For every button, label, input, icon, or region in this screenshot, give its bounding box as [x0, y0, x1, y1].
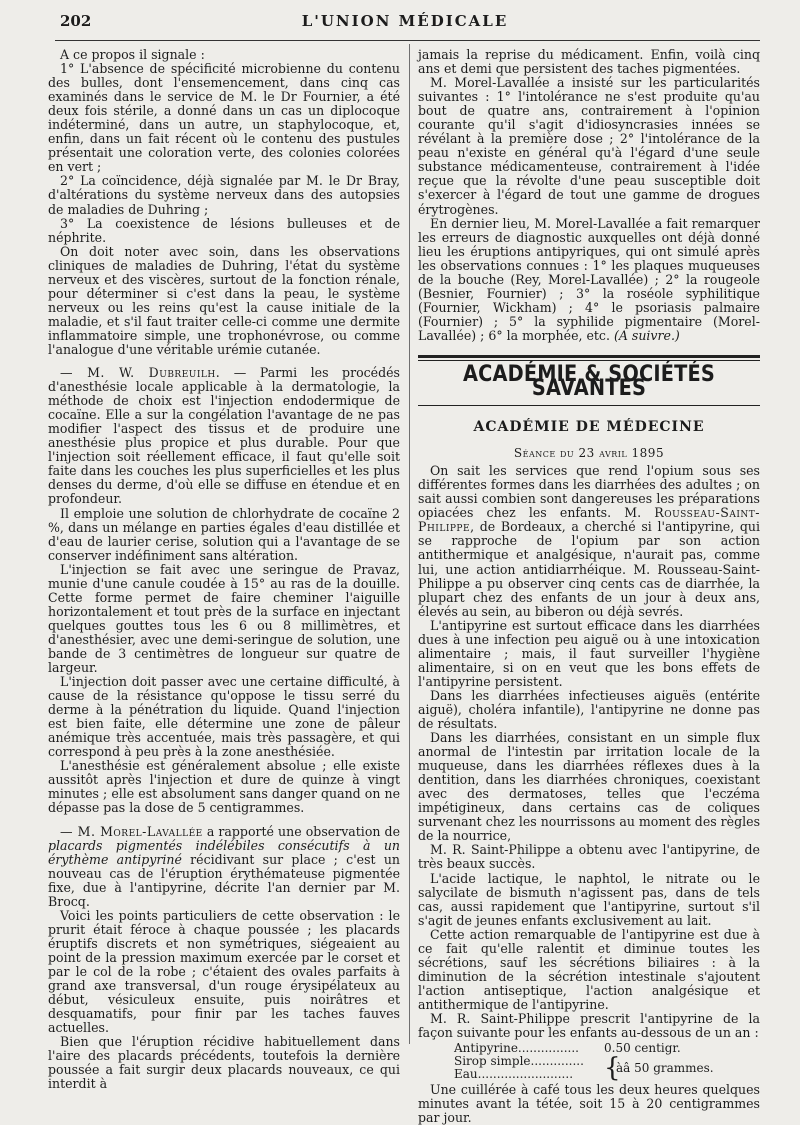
- italic-phrase: placards pigmentés indélébiles consécutifs à un érythème antipyriné: [48, 837, 400, 867]
- paragraph: jamais la reprise du médicament. Enfin, voilà cinq ans et demi que persistent des taches pigmentées.: [418, 47, 760, 77]
- paragraph: Dans les diarrhées infectieuses aiguës (entérite aiguë), choléra infantile), l'antipyrine ne donne pas de résultats.: [418, 687, 760, 732]
- header-rule: [55, 40, 760, 41]
- author-name: Rousseau-Saint-Philippe: [418, 505, 760, 535]
- paragraph-text: récidivant sur place ; c'est un nouveau cas de l'éruption érythémateuse pigmentée fixe, due à l'antipyrine, décrite l'an dernier par M. Brocq.: [48, 851, 400, 909]
- paragraph: 1° L'absence de spécificité microbienne du contenu des bulles, dont l'ensemencement, dans cinq cas examinés dans le service de M. le Dr Fournier, a été deux fois stérile, a donné dans un cas un diplocoque indéterminé, dans un autre, un staphylocoque, et, enfin, dans un fait récent où le contenu des pustules présentait une coloration verte, des colonies colorées en vert ;: [48, 61, 400, 175]
- paragraph: [418, 464, 760, 619]
- page-number: 202: [60, 12, 92, 30]
- paragraph: Il emploie une solution de chlorhydrate de cocaïne 2 %, dans un mélange en parties égales d'eau distillée et d'eau de laurier cerise, solution qui a l'avantage de se conserver indéfiniment sans altération.: [48, 505, 400, 563]
- paragraph: [418, 217, 760, 343]
- paragraph-text: a rapporté une observation de: [202, 823, 401, 839]
- ingredient-name: Sirop simple..............: [454, 1054, 584, 1069]
- right-column: [418, 48, 760, 1125]
- ingredient-amount: àâ 50 grammes.: [616, 1060, 714, 1075]
- ingredient-name: Antipyrine................: [454, 1041, 579, 1056]
- paragraph-text: On sait les services que rend l'opium sous ses différentes formes dans les diarrhées des adultes ; on sait aussi combien sont dangereuses les préparations opiacées chez les enfants. M.: [418, 463, 760, 521]
- column-divider: [409, 44, 410, 1044]
- paragraph: M. R. Saint-Philippe prescrit l'antipyrine de la façon suivante pour les enfants au-dessous de un an :: [418, 1011, 760, 1041]
- ingredient-amount: 0.50 centigr.: [604, 1041, 681, 1056]
- paragraph: L'injection doit passer avec une certaine difficulté, à cause de la résistance qu'oppose le tissu serré du derme à la pénétration du liquide. Quand l'injection est bien faite, elle détermine une zone de pâleur anémique très accentuée, mais très passagère, et qui correspond à peu près à la zone anesthésiée.: [48, 674, 400, 760]
- paragraph: On doit noter avec soin, dans les observations cliniques de maladies de Duhring, l'état du système nerveux et des viscères, surtout de la fonction rénale, pour déterminer si c'est dans la peau, le système nerveux ou les reins qu'est la cause initiale de la maladie, et s'il faut traiter celle-ci comme une dermite inflammatoire simple, une trophonévrose, ou comme l'analogue d'une véritable urémie cutanée.: [48, 243, 400, 357]
- paragraph-text: En dernier lieu, M. Morel-Lavallée a fait remarquer les erreurs de diagnostic auxquelles ont déjà donné lieu les éruptions antipyriques, qui ont simulé après les observations connues : 1° les plaques muqueuses de la bouche (Rey, Morel-Lavallée) ; 2° la rougeole (Besnier, Fournier) ; 3° la roséole syphilitique (Fournier, Wickham) ; 4° le psoriasis palmaire (Fournier) ; 5° la syphilide pigmentaire (Morel-Lavallée) ; 6° la morphée, etc.: [418, 215, 760, 343]
- paragraph: [48, 366, 400, 506]
- paragraph: M. R. Saint-Philippe a obtenu avec l'antipyrine, de très beaux succès.: [418, 842, 760, 872]
- ingredient-names: [454, 1055, 604, 1081]
- section-rule-thin: [418, 405, 760, 406]
- section-title: ACADÉMIE & SOCIÉTÉS SAVANTES: [462, 360, 716, 402]
- author-name: — M. W. Dubreuilh.: [60, 365, 221, 381]
- paragraph: 3° La coexistence de lésions bulleuses et de néphrite.: [48, 215, 400, 245]
- section-rule: [418, 355, 760, 358]
- brace: {: [604, 1053, 621, 1084]
- to-be-continued: (A suivre.): [613, 327, 680, 343]
- paragraph: L'antipyrine est surtout efficace dans les diarrhées dues à une infection peu aiguë ou à une intoxication alimentaire ; mais, il faut surveiller l'hygiène alimentaire, si on en veut que les bons effets de l'antipyrine persistent.: [418, 617, 760, 689]
- paragraph: L'anesthésie est généralement absolue ; elle existe aussitôt après l'injection et dure de quinze à vingt minutes ; elle est absolument sans danger quand on ne dépasse pas la dose de 5 centigrammes.: [48, 758, 400, 816]
- paragraph: M. Morel-Lavallée a insisté sur les particularités suivantes : 1° l'intolérance ne s'est produite qu'au bout de quatre ans, contrairement à l'opinion courante qu'il s'agit d'idiosyncrasies innées se révélant à la première dose ; 2° l'intolérance de la peau n'existe en général qu'à l'égard d'une seule substance médicamenteuse, contrairement à l'idée reçue que la révolte d'une peau susceptible doit s'exercer à l'égard de tout une gamme de drogues érytrogènes.: [418, 75, 760, 217]
- prescription: [454, 1041, 760, 1084]
- ingredient-name: Eau.........................: [454, 1067, 574, 1082]
- paragraph-text: — Parmi les procédés d'anesthésie locale applicable à la dermatologie, la méthode de choix est l'injection endodermique de cocaïne. Elle a sur la congélation l'avantage de ne pas modifier l'aspect des tissus et de produire une anesthésie plus propice et plus durable. Pour que l'injection soit réellement efficace, il faut qu'elle soit faite dans les couches les plus superficielles et les plus denses du derme, d'où elle se diffuse en étendue et en profondeur.: [48, 365, 400, 507]
- page-header: [50, 8, 760, 36]
- paragraph: Dans les diarrhées, consistant en un simple flux anormal de l'intestin par irritation locale de la muqueuse, dans les diarrhées réflexes dues à la dentition, dans les diarrhées chroniques, coexistant avec des dermatoses, telles que l'eczéma impétigineux, dans certains cas de coliques survenant chez les nourrissons au moment des règles de la nourrice,: [418, 730, 761, 844]
- left-column: [48, 48, 400, 1091]
- paragraph: Une cuillérée à café tous les deux heures quelques minutes avant la tétée, soit 15 à 20 centigrammes par jour.: [418, 1082, 760, 1125]
- paragraph: Voici les points particuliers de cette observation : le prurit était féroce à chaque poussée ; les placards éruptifs discrets et non symétriques, siégeaient au point de la pression maximum exercée par le corset et par le col de la robe ; c'étaient des ovales parfaits à grand axe transversal, d'un rouge érysipélateux au début, vésiculeux ensuite, puis noirâtres et desquamatifs, pour finir par les taches fauves actuelles.: [48, 907, 400, 1036]
- paragraph: Cette action remarquable de l'antipyrine est due à ce fait qu'elle ralentit et diminue toutes les sécrétions, sauf les sécrétions biliaires : à la diminution de la sécrétion intestinale s'ajoutent l'action antiseptique, l'action analgésique et antithermique de l'antipyrine.: [418, 926, 760, 1012]
- paragraph: L'acide lactique, le naphtol, le nitrate ou le salycilate de bismuth n'agissent pas, dans de tels cas, aussi rapidement que l'antipyrine, surtout s'il s'agit de jeunes enfants exclusivement au lait.: [418, 870, 760, 928]
- prescription-row-group: [454, 1053, 760, 1084]
- subsection-title: ACADÉMIE DE MÉDECINE: [473, 419, 705, 436]
- paragraph: Bien que l'éruption récidive habituellement dans l'aire des placards précédents, toutefois la dernière poussée a fait surgir deux placards nouveaux, ce qui interdit à: [48, 1034, 400, 1092]
- session-date: Séance du 23 avril 1895: [513, 446, 665, 461]
- paragraph: L'injection se fait avec une seringue de Pravaz, munie d'une canule coudée à 15° au ras de la douille. Cette forme permet de faire cheminer l'aiguille horizontalement et tout près de la surface en injectant quelques gouttes tous les 6 ou 8 millimètres, et d'anesthésier, avec une demi-seringue de solution, une bande de 3 centimètres de longueur sur quatre de largeur.: [48, 561, 400, 676]
- paragraph: 2° La coïncidence, déjà signalée par M. le Dr Bray, d'altérations du système nerveux dans des autopsies de maladies de Duhring ;: [48, 173, 400, 217]
- paragraph: [48, 825, 400, 909]
- running-title: L'UNION MÉDICALE: [301, 12, 509, 30]
- paragraph-text: , de Bordeaux, a cherché si l'antipyrine, qui se rapproche de l'opium par son action antithermique et analgésique, n'aurait pas, comme lui, une action antidiarrhéique. M. Rousseau-Saint-Philippe a pu observer cinq cents cas de diarrhée, la plupart chez des enfants de un jour à deux ans, élevés au sein, au biberon ou déjà sevrés.: [418, 519, 760, 619]
- paragraph: A ce propos il signale :: [60, 47, 205, 62]
- author-name: — M. Morel-Lavallée: [60, 823, 203, 839]
